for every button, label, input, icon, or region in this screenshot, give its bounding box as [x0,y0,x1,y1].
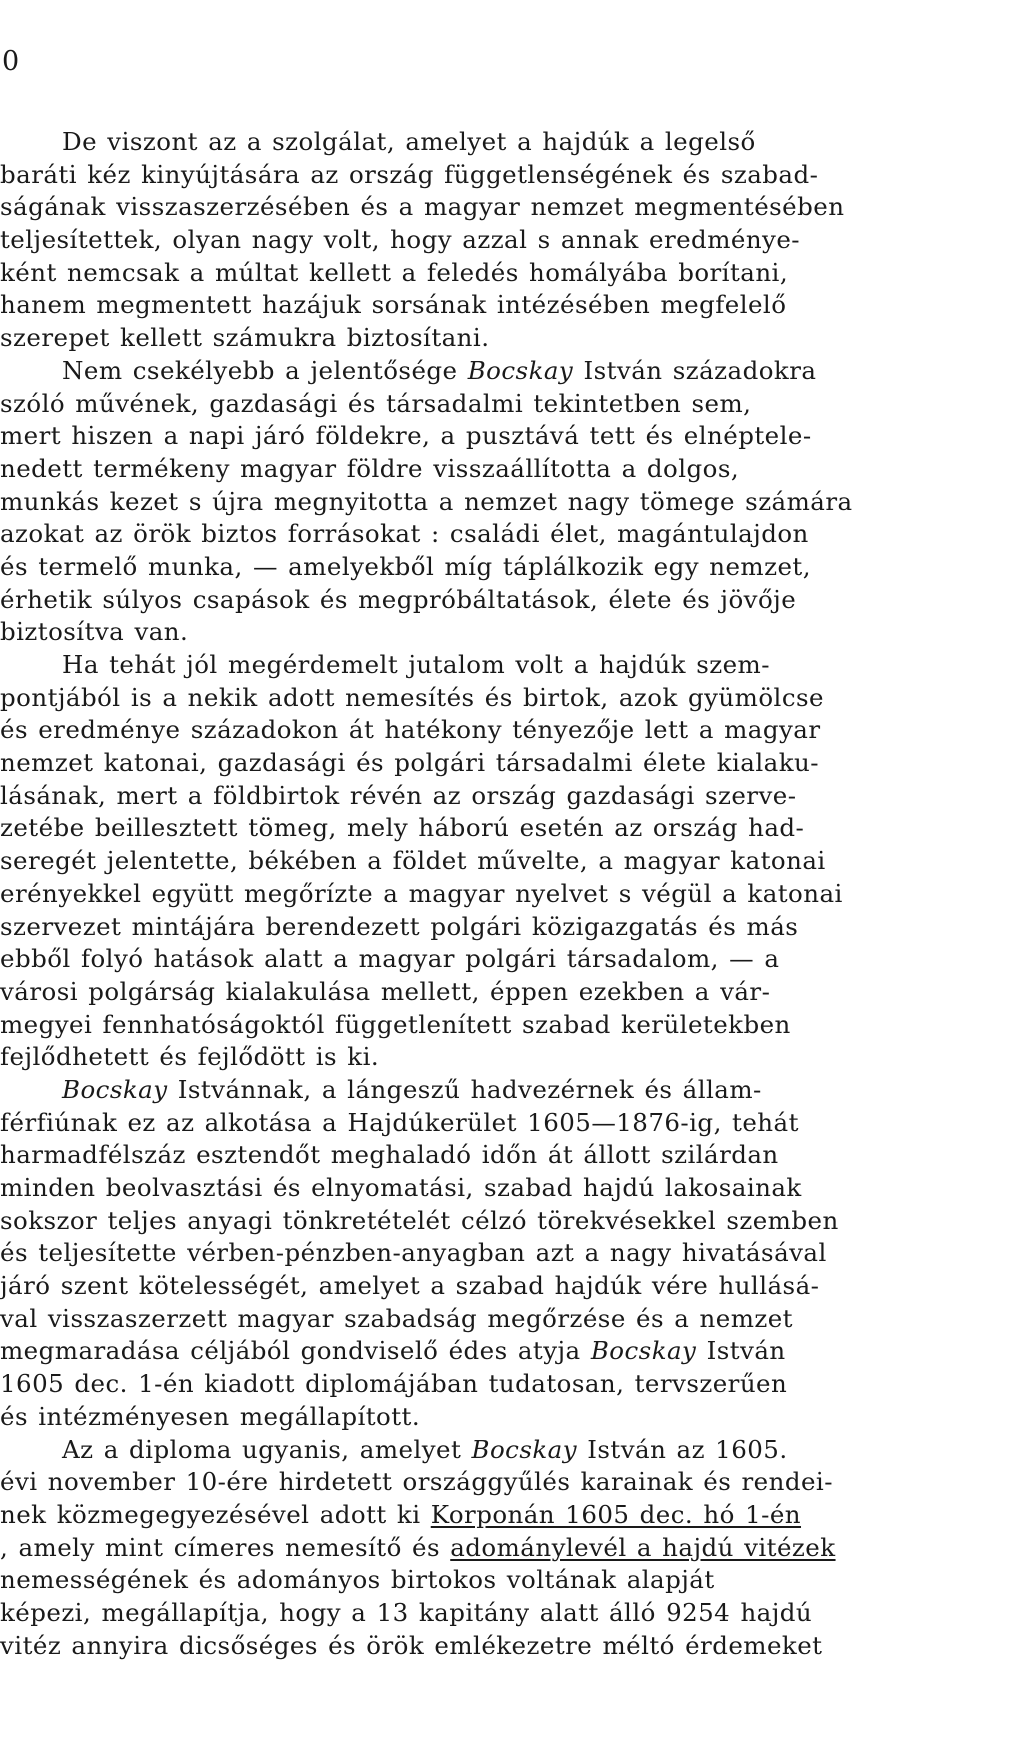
text-segment: szerepet kellett számukra biztosítani. [0,323,490,353]
text-line [0,584,900,617]
text-segment: biztosítva van. [0,617,189,647]
text-line [0,1205,900,1238]
text-segment: és teljesítette vérben-pénzben-anyagban azt a nagy hivatásával [0,1238,827,1268]
text-segment: nedett termékeny magyar földre visszaállította a dolgos, [0,453,740,483]
text-line [0,1303,900,1336]
text-segment: nemességének és adományos birtokos voltának alapját [0,1565,715,1595]
italic-name: Bocskay [471,1434,578,1464]
text-segment: minden beolvasztási és elnyomatási, szabad hajdú lakosainak [0,1173,802,1202]
text-line [0,1597,900,1630]
text-line [0,616,900,649]
text-line [0,1139,900,1172]
text-segment: Nem csekélyebb a jelentősége [62,355,468,385]
text-segment: járó szent kötelességét, amelyet a szabad hajdúk vére hullásá- [0,1271,820,1301]
text-line [0,1009,900,1042]
text-segment: harmadfélszáz esztendőt meghaladó időn át állott szilárdan [0,1140,779,1170]
text-line [0,714,900,747]
text-segment: zetébe beillesztett tömeg, mely háború esetén az ország had- [0,813,805,843]
text-line [0,486,900,519]
text-line [0,289,900,322]
text-line [0,1237,900,1270]
text-segment: szóló művének, gazdasági és társadalmi tekintetben sem, [0,388,752,418]
text-line [0,878,900,911]
text-line [0,976,900,1009]
text-segment: azokat az örök biztos forrásokat : családi élet, magántulajdon [0,519,809,549]
text-segment: teljesítettek, olyan nagy volt, hogy azzal s annak eredménye- [0,225,801,255]
text-segment: Az a diploma ugyanis, amelyet [62,1434,472,1464]
text-segment: ebből folyó hatások alatt a magyar polgári társadalom, — a [0,944,780,974]
text-segment: szervezet mintájára berendezett polgári közigazgatás és más [0,911,799,941]
text-segment: városi polgárság kialakulása mellett, éppen ezekben a vár- [0,976,771,1006]
page-number: 0 [2,46,20,77]
text-segment: baráti kéz kinyújtására az ország függetlenségének és szabad- [0,159,819,189]
text-segment: ként nemcsak a múltat kellett a feledés homályába borítani, [0,257,789,287]
text-segment: val visszaszerzett magyar szabadság megőrzése és a nemzet [0,1303,793,1333]
text-segment: férfiúnak ez az alkotása a Hajdúkerület 1605—1876-ig, tehát [0,1107,799,1137]
text-line [0,126,900,159]
text-line [0,224,900,257]
text-line [0,780,900,813]
text-segment: erényekkel együtt megőrízte a magyar nyelvet s végül a katonai [0,878,843,908]
text-line [0,1335,900,1368]
text-line [0,257,900,290]
text-segment: , amely mint címeres nemesítő és [0,1532,451,1562]
text-segment: lásának, mert a földbirtok révén az ország gazdasági szerve- [0,780,797,810]
text-line [0,911,900,944]
text-segment: hanem megmentett hazájuk sorsának intézésében megfelelő [0,290,787,320]
text-line [0,1041,900,1074]
text-segment: mert hiszen a napi járó földekre, a pusztává tett és elnéptele- [0,421,812,451]
text-line [0,1270,900,1303]
text-line [0,355,900,388]
text-line [0,1630,900,1663]
text-line [0,1107,900,1140]
text-segment: és termelő munka, — amelyekből míg táplálkozik egy nemzet, [0,551,811,581]
text-line [0,1564,900,1597]
text-segment: és intézményesen megállapított. [0,1401,421,1431]
body-text [0,126,900,1662]
text-segment: sokszor teljes anyagi tönkretételét célzó törekvésekkel szemben [0,1205,839,1235]
text-segment: István századokra [573,355,817,385]
text-line [0,1466,900,1499]
text-segment: Istvánnak, a lángeszű hadvezérnek és állam- [167,1074,762,1104]
text-line [0,682,900,715]
text-line [0,1401,900,1434]
text-line [0,747,900,780]
text-segment: nek közmegegyezésével adott ki [0,1499,431,1529]
text-segment: képezi, megállapítja, hogy a 13 kapitány alatt álló 9254 hajdú [0,1597,813,1627]
text-segment: István [696,1336,786,1366]
text-line [0,453,900,486]
text-line [0,845,900,878]
italic-name: Bocskay [467,355,574,385]
text-segment: Ha tehát jól megérdemelt jutalom volt a hajdúk szem- [62,650,770,679]
text-line [0,812,900,845]
text-segment: érhetik súlyos csapások és megpróbáltatások, élete és jövője [0,584,797,614]
text-line [0,649,900,682]
italic-name: Bocskay [62,1074,168,1104]
text-segment: seregét jelentette, békében a földet művelte, a magyar katonai [0,846,826,876]
text-segment: megyei fennhatóságoktól függetlenített szabad kerületekben [0,1009,791,1039]
underlined-text: adománylevél a hajdú vitézek [450,1532,836,1562]
text-segment: fejlődhetett és fejlődött is ki. [0,1042,380,1072]
text-line [0,1172,900,1205]
text-line [0,1434,900,1467]
text-line [0,1499,900,1532]
text-segment: vitéz annyira dicsőséges és örök emlékezetre méltó érdemeket [0,1630,823,1660]
text-line [0,191,900,224]
text-segment: István az 1605. [577,1434,788,1464]
text-line [0,1074,900,1107]
text-segment: De viszont az a szolgálat, amelyet a hajdúk a legelső [62,127,756,156]
text-segment: megmaradása céljából gondviselő édes atyja [0,1336,591,1366]
text-line [0,551,900,584]
underlined-text: Korponán 1605 dec. hó 1-én [430,1499,802,1529]
text-segment: és eredménye századokon át hatékony tényezője lett a magyar [0,715,821,745]
text-line [0,1532,900,1565]
text-segment: 1605 dec. 1-én kiadott diplomájában tudatosan, tervszerűen [0,1369,788,1399]
text-segment: pontjából is a nekik adott nemesítés és birtok, azok gyümölcse [0,682,824,712]
italic-name: Bocskay [590,1336,697,1366]
text-segment: évi november 10-ére hirdetett országgyűlés karainak és rendei- [0,1467,833,1497]
text-segment: nemzet katonai, gazdasági és polgári társadalmi élete kialaku- [0,748,819,778]
text-line [0,518,900,551]
text-line [0,1368,900,1401]
text-line [0,159,900,192]
text-segment: munkás kezet s újra megnyitotta a nemzet nagy tömege számára [0,486,853,516]
text-line [0,943,900,976]
text-line [0,388,900,421]
text-line [0,420,900,453]
text-segment: ságának visszaszerzésében és a magyar nemzet megmentésében [0,192,845,222]
text-line [0,322,900,355]
